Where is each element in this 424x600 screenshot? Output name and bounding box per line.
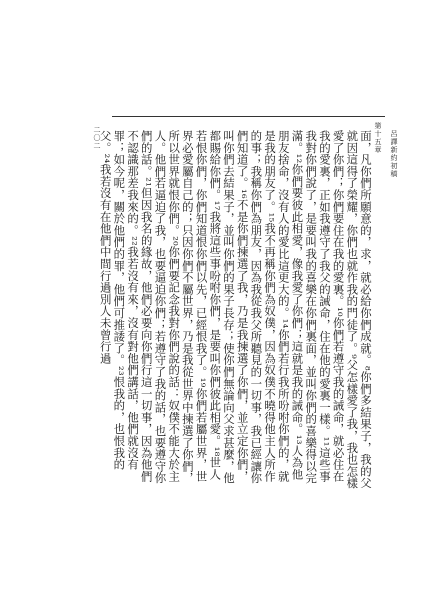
running-header-chapter: 第十五章 xyxy=(374,122,382,154)
header-rule xyxy=(112,116,385,117)
body-paragraph: 面，凡你們所願意的，求，就必給你們成就。⁸你們多結果子，我的父就因這得了榮耀，你們也就作我的門徒了。⁹父怎樣愛了我，我也怎樣愛了你們；你們要住在我的愛裏。¹⁰你們若遵守我的誡命，就必住在我的愛裏，正如我遵守了我父的誡命，住在他的愛裏一樣。¹¹這些事我對你們說了，是要叫我的喜樂在你們裏面，並叫你們的喜樂得以完滿。¹²你們要彼此相愛，像我愛了你們；這就是我的誡命。¹³人為他朋友捨命，沒有人的愛比這更大的。¹⁴你們若行我所吩咐你們的，就是我的朋友了。¹⁵我不再稱你們為奴僕，因為奴僕不曉得他主人所作的事；我稱你們為朋友，因為我從我父所聽見的一切事，我已經讓你們知道了。¹⁶不是你們揀選了我，乃是我揀選了你們，並立定你們，叫你們去結果子，並叫你們的果子長存；使你們無論向父求甚麼，他都賜給你們。¹⁷我將這些事吩咐你們，是要叫你們彼此相愛。¹⁸世人若恨你們，你們知道恨你們以先，已經恨我了。¹⁹你們若屬世界，世界必愛屬自己的；只因你們不屬世界，乃是我從世界中揀選了你們，所以世界就恨你們。²⁰你們要記念我對你們說的話：奴僕不能大於主人。他們若逼迫了我，也要逼迫你們；若遵守了我的話，也要遵守你們的話。²¹但因我名的緣故，他們必要向你們行這一切事，因為他們不認識那差我來的。²²我若沒有來，沒有對他們講話，他們就沒有罪；如今呢，關於他們的罪，他們可推諉了。²³恨我的，也恨我的父。²⁴我若沒有在他們中間行過別人未曾行過 xyxy=(98,130,373,489)
page-number: 二〇二 xyxy=(93,126,101,150)
running-header-book-title: 呂譯新約初稿 xyxy=(390,130,398,178)
chapter-body xyxy=(98,130,373,490)
